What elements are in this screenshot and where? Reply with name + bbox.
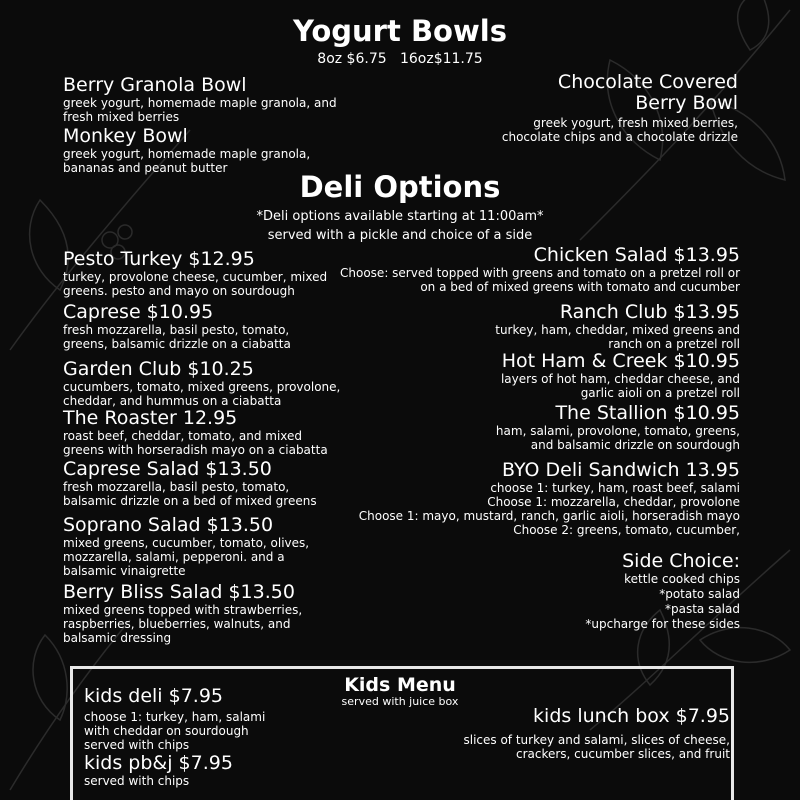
menu-item-caprese-salad (63, 459, 343, 508)
item-description-line: Choose 1: mayo, mustard, ranch, garlic aioli, horseradish mayo (358, 509, 740, 523)
menu-item-pesto-turkey (63, 249, 343, 298)
yogurt-bowls-title: Yogurt Bowls (293, 14, 507, 48)
menu-item-kids-deli (84, 686, 324, 752)
menu-item-monkey-bowl (63, 126, 343, 175)
item-description-line: choose 1: turkey, ham, salami (84, 710, 266, 724)
item-description-line: and balsamic drizzle on sourdough (530, 438, 740, 452)
menu-item-hot-ham-and-creek (440, 351, 740, 400)
menu-item-ranch-club (440, 302, 740, 351)
menu-item-berry-granola-bowl (63, 75, 343, 124)
item-description: turkey, provolone cheese, cucumber, mixed greens. pesto and mayo on sourdough (63, 270, 328, 298)
item-description: mixed greens topped with strawberries, raspberries, blueberries, walnuts, and balsamic dressing (63, 603, 303, 645)
menu-item-byo-deli-sandwich (320, 460, 740, 537)
item-name: Pesto Turkey $12.95 (63, 248, 255, 270)
item-description: greek yogurt, homemade maple granola, bananas and peanut butter (63, 147, 311, 175)
item-description: roast beef, cheddar, tomato, and mixed greens with horseradish mayo on a ciabatta (63, 429, 328, 457)
item-name: Caprese Salad $13.50 (63, 458, 272, 480)
item-description-line: choose 1: turkey, ham, roast beef, salami (490, 481, 740, 495)
item-name: Garden Club $10.25 (63, 358, 254, 380)
item-name: BYO Deli Sandwich 13.95 (501, 459, 740, 481)
item-name: Hot Ham & Creek $10.95 (501, 350, 740, 372)
side-choice-section (520, 551, 740, 631)
side-choice-line: *pasta salad (664, 602, 740, 616)
item-name: Berry Bliss Salad $13.50 (63, 581, 295, 603)
item-name: Monkey Bowl (63, 125, 188, 147)
item-name: Berry Granola Bowl (63, 74, 247, 96)
deli-served-with-note: served with a pickle and choice of a side (267, 228, 533, 243)
kids-menu-title: Kids Menu (344, 674, 456, 696)
menu-item-the-stallion (440, 403, 740, 452)
item-description-line: ranch on a pretzel roll (608, 337, 740, 351)
item-description-line: ham, salami, provolone, tomato, greens, (495, 424, 740, 438)
item-description-line: Choose 2: greens, tomato, cucumber, (513, 523, 740, 537)
menu-item-soprano-salad (63, 515, 323, 578)
item-description-line: Choose 1: mozzarella, cheddar, provolone (487, 495, 740, 509)
item-name: Soprano Salad $13.50 (63, 514, 274, 536)
item-name: kids lunch box $7.95 (533, 705, 730, 727)
side-choice-line: kettle cooked chips (624, 572, 740, 586)
menu-item-the-roaster (63, 408, 343, 457)
deli-options-title: Deli Options (299, 170, 501, 204)
deli-availability-note: *Deli options available starting at 11:00am* (256, 209, 544, 224)
menu-item-chicken-salad (320, 245, 740, 294)
menu-item-berry-bliss-salad (63, 582, 313, 645)
item-description-line: garlic aioli on a pretzel roll (580, 386, 740, 400)
menu-item-caprese (63, 302, 303, 351)
item-description: served with chips (84, 774, 190, 788)
item-name: The Stallion $10.95 (555, 402, 740, 424)
side-choice-title: Side Choice: (622, 550, 740, 572)
item-name-line1: Chocolate Covered (557, 71, 738, 93)
item-name: kids deli $7.95 (84, 685, 224, 707)
item-name-line2: Berry Bowl (635, 92, 738, 114)
item-description: mixed greens, cucumber, tomato, olives, mozzarella, salami, pepperoni. and a balsamic vinaigrette (63, 536, 310, 578)
item-name: The Roaster 12.95 (63, 407, 238, 429)
menu-item-kids-lunch-box (390, 706, 730, 761)
item-description-line: crackers, cucumber slices, and fruit (515, 747, 730, 761)
menu-item-chocolate-covered-berry-bowl (478, 72, 738, 144)
item-name: Caprese $10.95 (63, 301, 214, 323)
item-description-line: layers of hot ham, cheddar cheese, and (500, 372, 740, 386)
yogurt-prices: 8oz $6.75 16oz$11.75 (317, 51, 483, 67)
item-name: Ranch Club $13.95 (559, 301, 740, 323)
item-description-line: with cheddar on sourdough (84, 724, 249, 738)
item-description: greek yogurt, homemade maple granola, and fresh mixed berries (63, 96, 337, 124)
item-description-line: turkey, ham, cheddar, mixed greens and (495, 323, 740, 337)
item-description-line: Choose: served topped with greens and tomato on a pretzel roll or (340, 266, 740, 280)
side-choice-line: *potato salad (659, 587, 740, 601)
item-name: Chicken Salad $13.95 (533, 244, 740, 266)
item-description-line: served with chips (84, 738, 190, 752)
item-description: fresh mozzarella, basil pesto, tomato, greens, balsamic drizzle on a ciabatta (63, 323, 291, 351)
item-description: fresh mozzarella, basil pesto, tomato, balsamic drizzle on a bed of mixed greens (63, 480, 317, 508)
item-name: kids pb&j $7.95 (84, 752, 233, 774)
item-description-line: slices of turkey and salami, slices of cheese, (463, 733, 730, 747)
menu-item-kids-pbj (84, 753, 324, 788)
item-description: cucumbers, tomato, mixed greens, provolone, cheddar, and hummus on a ciabatta (63, 380, 341, 408)
item-description: greek yogurt, fresh mixed berries, chocolate chips and a chocolate drizzle (501, 116, 738, 144)
side-choice-line: *upcharge for these sides (585, 617, 740, 631)
item-description-line: on a bed of mixed greens with tomato and cucumber (420, 280, 740, 294)
menu-item-garden-club (63, 359, 343, 408)
kids-menu-subtitle: served with juice box (341, 695, 459, 708)
